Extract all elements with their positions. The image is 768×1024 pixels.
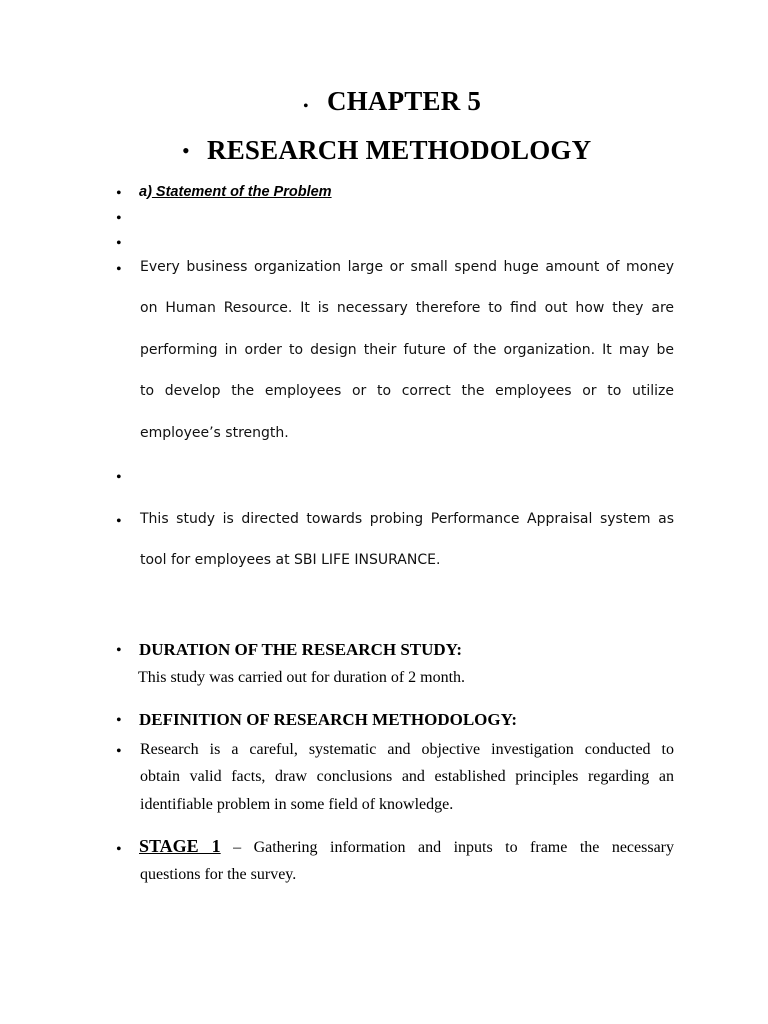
paragraph-line: This study is directed towards probing Performance Appraisal system as bbox=[140, 511, 674, 527]
problem-heading bbox=[139, 184, 332, 200]
bullet: • bbox=[116, 469, 122, 486]
chapter-title: CHAPTER 5 bbox=[327, 86, 482, 116]
paragraph-line: Research is a careful, systematic and objective investigation conducted to bbox=[140, 741, 674, 758]
paragraph-line: obtain valid facts, draw conclusions and established principles regarding an bbox=[140, 768, 674, 785]
bullet: • bbox=[116, 712, 122, 729]
duration-heading: DURATION OF THE RESEARCH STUDY: bbox=[139, 640, 463, 659]
paragraph-line: performing in order to design their future of the organization. It may be bbox=[140, 342, 674, 358]
bullet: • bbox=[116, 642, 122, 659]
paragraph-line: to develop the employees or to correct the employees or to utilize bbox=[140, 383, 674, 399]
bullet: • bbox=[116, 513, 122, 530]
paragraph-line: Every business organization large or small spend huge amount of money bbox=[140, 259, 674, 275]
definition-heading: DEFINITION OF RESEARCH METHODOLOGY: bbox=[139, 710, 517, 729]
bullet: • bbox=[116, 841, 122, 858]
bullet: • bbox=[116, 235, 122, 252]
bullet: • bbox=[116, 185, 122, 202]
problem-heading-text: Statement of the Problem bbox=[151, 184, 332, 200]
problem-prefix: a) bbox=[139, 184, 152, 200]
stage1-text: – Gathering information and inputs to frame the necessary bbox=[220, 839, 675, 856]
paragraph-line: on Human Resource. It is necessary therefore to find out how they are bbox=[140, 300, 674, 316]
stage1-line bbox=[139, 836, 674, 857]
stage1-line2: questions for the survey. bbox=[140, 866, 297, 883]
duration-text: This study was carried out for duration of 2 month. bbox=[138, 669, 466, 686]
bullet: • bbox=[182, 138, 190, 163]
bullet: • bbox=[116, 743, 122, 760]
bullet: • bbox=[116, 261, 122, 278]
paragraph-line: identifiable problem in some field of knowledge. bbox=[140, 796, 454, 813]
bullet: • bbox=[116, 210, 122, 227]
stage1-label: STAGE 1 bbox=[139, 836, 221, 856]
paragraph-line: employee’s strength. bbox=[140, 425, 289, 441]
chapter-subtitle: RESEARCH METHODOLOGY bbox=[207, 135, 592, 165]
bullet: • bbox=[303, 98, 309, 115]
paragraph-line: tool for employees at SBI LIFE INSURANCE. bbox=[140, 552, 441, 568]
